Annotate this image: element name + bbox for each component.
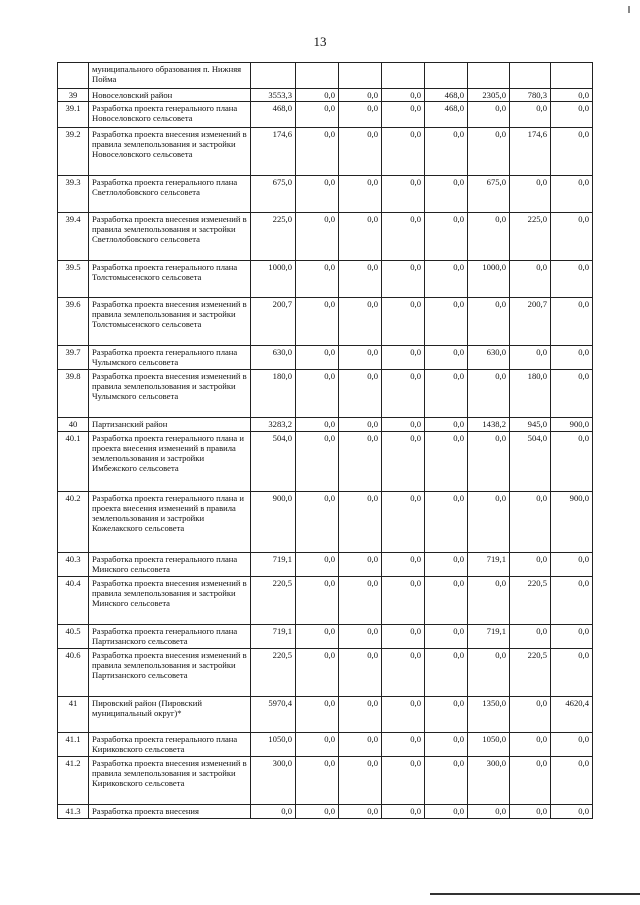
amount-cell: 468,0 bbox=[251, 102, 296, 128]
page-edge-mark bbox=[628, 6, 630, 13]
row-name: Разработка проекта внесения изменений в правила землепользования и застройки Новоселовского сельсовета bbox=[89, 128, 251, 176]
amount-cell: 200,7 bbox=[510, 298, 551, 346]
amount-cell: 0,0 bbox=[339, 432, 382, 492]
table-row bbox=[58, 176, 593, 213]
table-row bbox=[58, 298, 593, 346]
amount-cell: 0,0 bbox=[425, 577, 468, 625]
amount-cell bbox=[551, 63, 593, 89]
amount-cell: 719,1 bbox=[468, 625, 510, 649]
amount-cell: 0,0 bbox=[296, 553, 339, 577]
table-row bbox=[58, 625, 593, 649]
amount-cell: 0,0 bbox=[339, 757, 382, 805]
amount-cell: 0,0 bbox=[468, 298, 510, 346]
amount-cell: 900,0 bbox=[551, 418, 593, 432]
row-name: Пировский район (Пировский муниципальный округ)* bbox=[89, 697, 251, 733]
amount-cell: 0,0 bbox=[382, 418, 425, 432]
amount-cell: 0,0 bbox=[339, 89, 382, 102]
amount-cell: 0,0 bbox=[339, 577, 382, 625]
amount-cell: 300,0 bbox=[468, 757, 510, 805]
table-row bbox=[58, 733, 593, 757]
amount-cell: 675,0 bbox=[251, 176, 296, 213]
amount-cell: 0,0 bbox=[425, 625, 468, 649]
row-name: Разработка проекта внесения изменений в правила землепользования и застройки Толстомысенского сельсовета bbox=[89, 298, 251, 346]
row-name: Разработка проекта внесения изменений в правила землепользования и застройки Кириковского сельсовета bbox=[89, 757, 251, 805]
amount-cell: 0,0 bbox=[339, 553, 382, 577]
table-row bbox=[58, 128, 593, 176]
row-name: Разработка проекта генерального плана Толстомысенского сельсовета bbox=[89, 261, 251, 298]
row-number: 40.6 bbox=[58, 649, 89, 697]
amount-cell: 0,0 bbox=[339, 102, 382, 128]
amount-cell: 0,0 bbox=[382, 89, 425, 102]
amount-cell: 1438,2 bbox=[468, 418, 510, 432]
row-number: 41.1 bbox=[58, 733, 89, 757]
row-name: Разработка проекта генерального плана Партизанского сельсовета bbox=[89, 625, 251, 649]
amount-cell: 0,0 bbox=[296, 757, 339, 805]
amount-cell: 0,0 bbox=[551, 649, 593, 697]
amount-cell: 220,5 bbox=[510, 649, 551, 697]
amount-cell bbox=[468, 63, 510, 89]
row-number: 39.8 bbox=[58, 370, 89, 418]
row-number: 40.5 bbox=[58, 625, 89, 649]
amount-cell: 0,0 bbox=[510, 757, 551, 805]
table-row bbox=[58, 213, 593, 261]
amount-cell: 0,0 bbox=[425, 213, 468, 261]
amount-cell: 0,0 bbox=[510, 625, 551, 649]
amount-cell: 0,0 bbox=[382, 176, 425, 213]
amount-cell: 0,0 bbox=[296, 697, 339, 733]
row-number: 39.5 bbox=[58, 261, 89, 298]
row-name: Партизанский район bbox=[89, 418, 251, 432]
row-number: 41.2 bbox=[58, 757, 89, 805]
table-row bbox=[58, 370, 593, 418]
amount-cell: 0,0 bbox=[382, 733, 425, 757]
amount-cell: 468,0 bbox=[425, 89, 468, 102]
row-number: 40.2 bbox=[58, 492, 89, 553]
row-name: Разработка проекта внесения изменений в правила землепользования и застройки Светлолобовского сельсовета bbox=[89, 213, 251, 261]
amount-cell: 0,0 bbox=[382, 649, 425, 697]
table-row bbox=[58, 577, 593, 625]
amount-cell: 0,0 bbox=[510, 553, 551, 577]
amount-cell: 1350,0 bbox=[468, 697, 510, 733]
row-number: 39.2 bbox=[58, 128, 89, 176]
amount-cell: 719,1 bbox=[251, 625, 296, 649]
amount-cell: 0,0 bbox=[551, 757, 593, 805]
amount-cell: 0,0 bbox=[425, 261, 468, 298]
amount-cell: 0,0 bbox=[425, 733, 468, 757]
amount-cell: 0,0 bbox=[382, 128, 425, 176]
table-row bbox=[58, 492, 593, 553]
budget-table bbox=[57, 62, 593, 819]
amount-cell: 0,0 bbox=[296, 213, 339, 261]
row-number: 39 bbox=[58, 89, 89, 102]
row-number: 40.4 bbox=[58, 577, 89, 625]
amount-cell: 0,0 bbox=[551, 432, 593, 492]
table-row bbox=[58, 89, 593, 102]
amount-cell: 0,0 bbox=[296, 261, 339, 298]
amount-cell: 2305,0 bbox=[468, 89, 510, 102]
amount-cell: 0,0 bbox=[551, 261, 593, 298]
table-row bbox=[58, 553, 593, 577]
row-number: 40.3 bbox=[58, 553, 89, 577]
row-name: Разработка проекта генерального плана Чулымского сельсовета bbox=[89, 346, 251, 370]
table-row bbox=[58, 805, 593, 819]
page-number: 13 bbox=[313, 34, 327, 49]
amount-cell: 1000,0 bbox=[468, 261, 510, 298]
table-row bbox=[58, 757, 593, 805]
amount-cell: 0,0 bbox=[296, 625, 339, 649]
amount-cell: 0,0 bbox=[339, 261, 382, 298]
row-number: 39.7 bbox=[58, 346, 89, 370]
amount-cell: 174,6 bbox=[510, 128, 551, 176]
amount-cell: 0,0 bbox=[510, 697, 551, 733]
amount-cell: 0,0 bbox=[296, 298, 339, 346]
amount-cell: 945,0 bbox=[510, 418, 551, 432]
amount-cell: 300,0 bbox=[251, 757, 296, 805]
amount-cell: 0,0 bbox=[339, 370, 382, 418]
amount-cell: 0,0 bbox=[296, 176, 339, 213]
amount-cell: 0,0 bbox=[425, 128, 468, 176]
amount-cell: 630,0 bbox=[468, 346, 510, 370]
amount-cell: 0,0 bbox=[382, 346, 425, 370]
amount-cell: 0,0 bbox=[382, 805, 425, 819]
table-row bbox=[58, 346, 593, 370]
amount-cell: 0,0 bbox=[339, 697, 382, 733]
amount-cell: 0,0 bbox=[296, 432, 339, 492]
row-number: 39.6 bbox=[58, 298, 89, 346]
row-name: муниципального образования п. Нижняя Пойма bbox=[89, 63, 251, 89]
amount-cell: 0,0 bbox=[425, 492, 468, 553]
amount-cell: 3283,2 bbox=[251, 418, 296, 432]
row-name: Разработка проекта генерального плана и проекта внесения изменений в правила землепользования и застройки Имбежского сельсовета bbox=[89, 432, 251, 492]
amount-cell: 0,0 bbox=[468, 102, 510, 128]
amount-cell: 0,0 bbox=[551, 805, 593, 819]
amount-cell: 0,0 bbox=[425, 432, 468, 492]
amount-cell: 0,0 bbox=[339, 213, 382, 261]
amount-cell: 0,0 bbox=[296, 577, 339, 625]
amount-cell: 0,0 bbox=[551, 577, 593, 625]
amount-cell bbox=[425, 63, 468, 89]
amount-cell: 0,0 bbox=[296, 805, 339, 819]
amount-cell: 220,5 bbox=[251, 649, 296, 697]
amount-cell: 220,5 bbox=[251, 577, 296, 625]
amount-cell: 0,0 bbox=[551, 176, 593, 213]
amount-cell: 0,0 bbox=[339, 649, 382, 697]
table-row bbox=[58, 649, 593, 697]
amount-cell: 900,0 bbox=[251, 492, 296, 553]
amount-cell: 180,0 bbox=[251, 370, 296, 418]
amount-cell: 900,0 bbox=[551, 492, 593, 553]
amount-cell: 0,0 bbox=[382, 370, 425, 418]
amount-cell: 0,0 bbox=[468, 577, 510, 625]
row-number: 40.1 bbox=[58, 432, 89, 492]
amount-cell: 0,0 bbox=[551, 102, 593, 128]
amount-cell: 0,0 bbox=[296, 733, 339, 757]
amount-cell: 0,0 bbox=[425, 370, 468, 418]
amount-cell: 0,0 bbox=[510, 102, 551, 128]
amount-cell: 5970,4 bbox=[251, 697, 296, 733]
amount-cell: 0,0 bbox=[468, 213, 510, 261]
amount-cell: 0,0 bbox=[382, 213, 425, 261]
row-number: 41 bbox=[58, 697, 89, 733]
row-name: Разработка проекта генерального плана Кириковского сельсовета bbox=[89, 733, 251, 757]
amount-cell: 0,0 bbox=[425, 697, 468, 733]
amount-cell: 0,0 bbox=[382, 492, 425, 553]
amount-cell: 0,0 bbox=[339, 625, 382, 649]
amount-cell: 0,0 bbox=[551, 733, 593, 757]
amount-cell: 180,0 bbox=[510, 370, 551, 418]
row-number: 39.3 bbox=[58, 176, 89, 213]
amount-cell: 0,0 bbox=[382, 298, 425, 346]
amount-cell: 0,0 bbox=[551, 128, 593, 176]
row-name: Разработка проекта генерального плана Светлолобовского сельсовета bbox=[89, 176, 251, 213]
row-name: Разработка проекта генерального плана и проекта внесения изменений в правила землепользования и застройки Кожелакского сельсовета bbox=[89, 492, 251, 553]
amount-cell: 0,0 bbox=[468, 370, 510, 418]
amount-cell: 630,0 bbox=[251, 346, 296, 370]
amount-cell: 0,0 bbox=[551, 370, 593, 418]
amount-cell: 0,0 bbox=[468, 805, 510, 819]
amount-cell: 0,0 bbox=[339, 128, 382, 176]
amount-cell bbox=[339, 63, 382, 89]
amount-cell: 0,0 bbox=[425, 553, 468, 577]
row-name: Разработка проекта генерального плана Минского сельсовета bbox=[89, 553, 251, 577]
amount-cell: 0,0 bbox=[510, 176, 551, 213]
table-row bbox=[58, 432, 593, 492]
amount-cell: 675,0 bbox=[468, 176, 510, 213]
amount-cell: 504,0 bbox=[510, 432, 551, 492]
amount-cell: 0,0 bbox=[339, 176, 382, 213]
amount-cell: 468,0 bbox=[425, 102, 468, 128]
amount-cell: 0,0 bbox=[425, 418, 468, 432]
amount-cell: 0,0 bbox=[339, 492, 382, 553]
amount-cell: 174,6 bbox=[251, 128, 296, 176]
amount-cell: 0,0 bbox=[339, 418, 382, 432]
amount-cell: 200,7 bbox=[251, 298, 296, 346]
amount-cell: 0,0 bbox=[296, 492, 339, 553]
row-number: 39.1 bbox=[58, 102, 89, 128]
amount-cell bbox=[296, 63, 339, 89]
amount-cell: 719,1 bbox=[468, 553, 510, 577]
amount-cell: 0,0 bbox=[551, 213, 593, 261]
amount-cell: 0,0 bbox=[551, 625, 593, 649]
amount-cell: 1000,0 bbox=[251, 261, 296, 298]
amount-cell: 0,0 bbox=[296, 370, 339, 418]
amount-cell: 0,0 bbox=[551, 553, 593, 577]
amount-cell: 0,0 bbox=[510, 733, 551, 757]
table-body bbox=[58, 63, 593, 819]
amount-cell: 780,3 bbox=[510, 89, 551, 102]
row-number: 41.3 bbox=[58, 805, 89, 819]
amount-cell: 1050,0 bbox=[468, 733, 510, 757]
amount-cell: 0,0 bbox=[339, 346, 382, 370]
amount-cell: 0,0 bbox=[551, 298, 593, 346]
amount-cell: 0,0 bbox=[425, 298, 468, 346]
amount-cell: 0,0 bbox=[425, 649, 468, 697]
amount-cell: 1050,0 bbox=[251, 733, 296, 757]
row-name: Новоселовский район bbox=[89, 89, 251, 102]
amount-cell: 220,5 bbox=[510, 577, 551, 625]
amount-cell: 0,0 bbox=[468, 128, 510, 176]
amount-cell: 0,0 bbox=[510, 805, 551, 819]
amount-cell: 719,1 bbox=[251, 553, 296, 577]
amount-cell: 4620,4 bbox=[551, 697, 593, 733]
amount-cell: 0,0 bbox=[425, 346, 468, 370]
bottom-rule bbox=[430, 893, 640, 895]
amount-cell: 0,0 bbox=[468, 432, 510, 492]
amount-cell: 0,0 bbox=[382, 261, 425, 298]
amount-cell: 0,0 bbox=[551, 89, 593, 102]
amount-cell: 0,0 bbox=[296, 128, 339, 176]
table-row bbox=[58, 697, 593, 733]
amount-cell: 0,0 bbox=[425, 757, 468, 805]
table-row bbox=[58, 418, 593, 432]
amount-cell: 0,0 bbox=[382, 553, 425, 577]
amount-cell: 0,0 bbox=[510, 346, 551, 370]
amount-cell: 0,0 bbox=[382, 102, 425, 128]
amount-cell: 0,0 bbox=[468, 492, 510, 553]
row-number: 40 bbox=[58, 418, 89, 432]
amount-cell bbox=[510, 63, 551, 89]
amount-cell: 3553,3 bbox=[251, 89, 296, 102]
amount-cell: 0,0 bbox=[296, 418, 339, 432]
row-name: Разработка проекта внесения изменений в правила землепользования и застройки Минского сельсовета bbox=[89, 577, 251, 625]
table-row bbox=[58, 102, 593, 128]
amount-cell: 0,0 bbox=[382, 697, 425, 733]
amount-cell: 0,0 bbox=[382, 432, 425, 492]
table-row bbox=[58, 63, 593, 89]
amount-cell: 504,0 bbox=[251, 432, 296, 492]
amount-cell: 0,0 bbox=[251, 805, 296, 819]
row-number: 39.4 bbox=[58, 213, 89, 261]
amount-cell: 0,0 bbox=[339, 298, 382, 346]
amount-cell: 0,0 bbox=[339, 805, 382, 819]
row-name: Разработка проекта внесения изменений в правила землепользования и застройки Чулымского сельсовета bbox=[89, 370, 251, 418]
row-name: Разработка проекта генерального плана Новоселовского сельсовета bbox=[89, 102, 251, 128]
amount-cell: 0,0 bbox=[382, 577, 425, 625]
table-row bbox=[58, 261, 593, 298]
amount-cell: 0,0 bbox=[382, 757, 425, 805]
amount-cell bbox=[251, 63, 296, 89]
amount-cell: 0,0 bbox=[296, 89, 339, 102]
row-name: Разработка проекта внесения изменений в правила землепользования и застройки Партизанского сельсовета bbox=[89, 649, 251, 697]
amount-cell bbox=[382, 63, 425, 89]
amount-cell: 0,0 bbox=[425, 805, 468, 819]
amount-cell: 0,0 bbox=[510, 261, 551, 298]
amount-cell: 0,0 bbox=[510, 492, 551, 553]
amount-cell: 0,0 bbox=[296, 102, 339, 128]
amount-cell: 0,0 bbox=[468, 649, 510, 697]
amount-cell: 0,0 bbox=[296, 346, 339, 370]
amount-cell: 0,0 bbox=[551, 346, 593, 370]
amount-cell: 0,0 bbox=[425, 176, 468, 213]
amount-cell: 0,0 bbox=[382, 625, 425, 649]
amount-cell: 0,0 bbox=[296, 649, 339, 697]
amount-cell: 225,0 bbox=[510, 213, 551, 261]
row-name: Разработка проекта внесения bbox=[89, 805, 251, 819]
amount-cell: 225,0 bbox=[251, 213, 296, 261]
amount-cell: 0,0 bbox=[339, 733, 382, 757]
row-number bbox=[58, 63, 89, 89]
